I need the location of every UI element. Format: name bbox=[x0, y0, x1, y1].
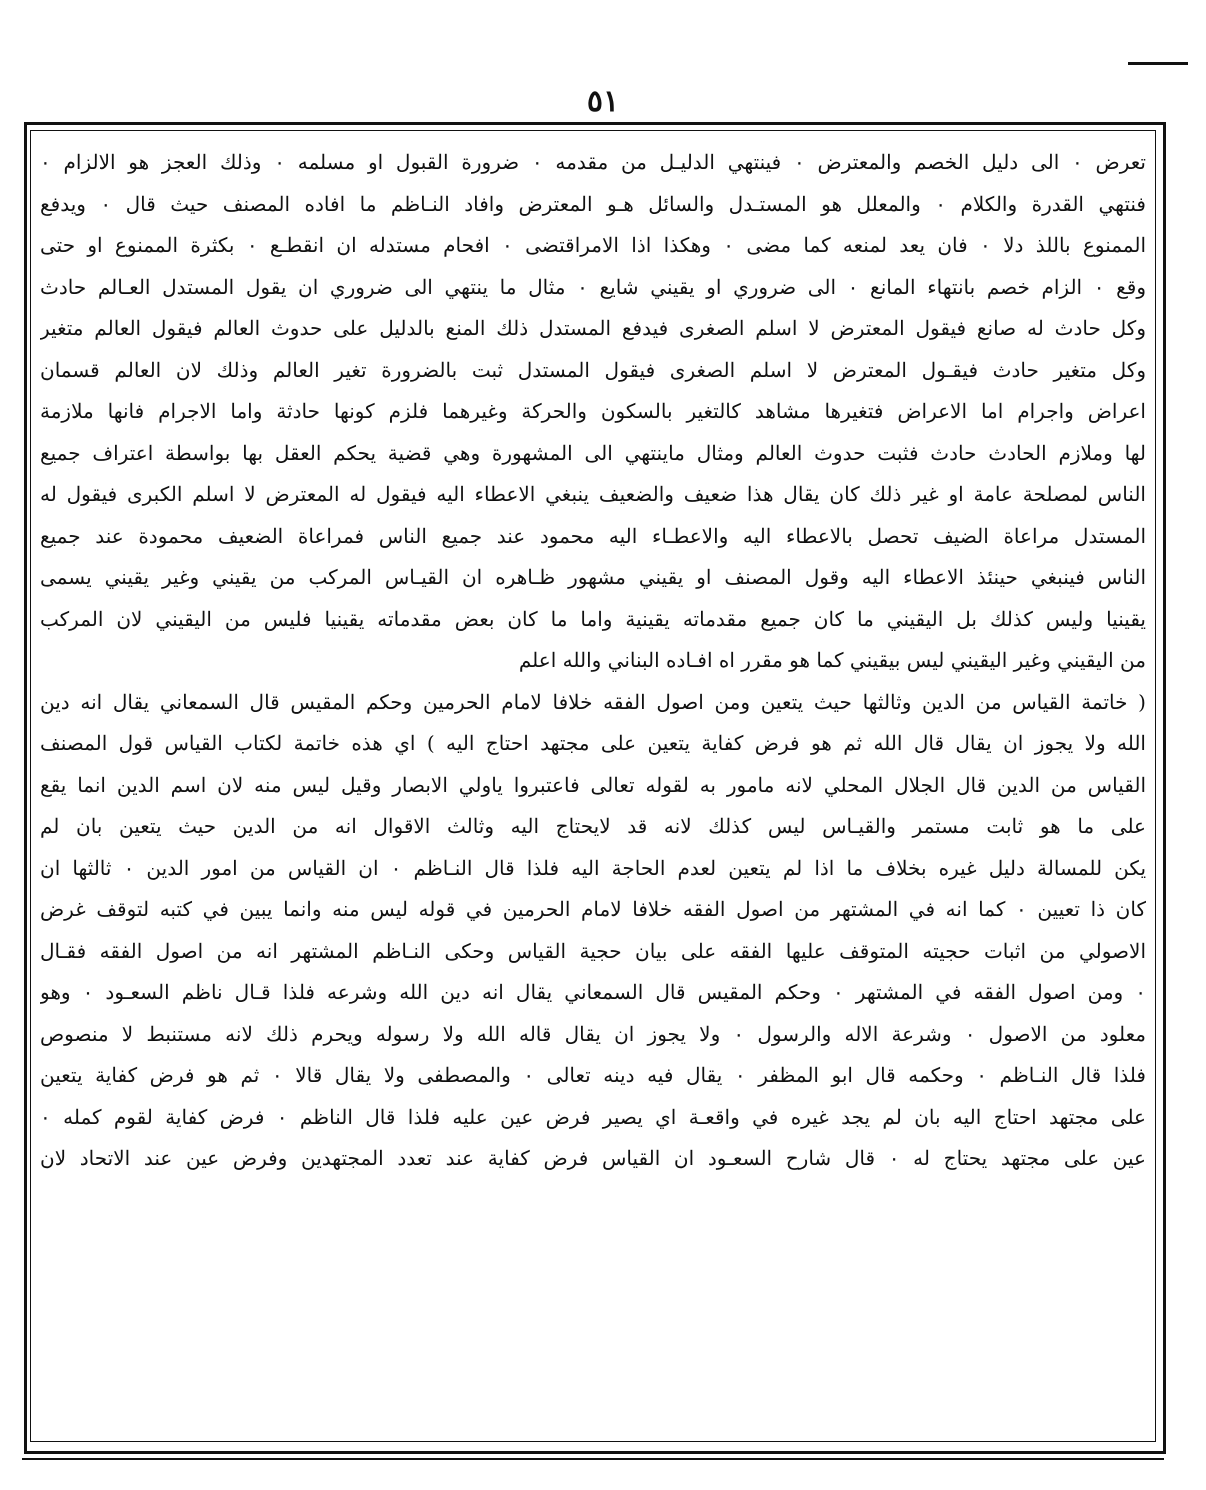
text-line: ٠ ومن اصول الفقه في المشتهر ٠ وحكم المقيس قال السمعاني يقال انه دين الله وشرعه فلذا قـال ناظم السعـود ٠ وهو bbox=[40, 980, 1146, 1004]
text-line: وكل متغير حادث فيقـول المعترض لا اسلم الصغرى فيقول المستدل ثبت بالضرورة تغير العالم وذلك لان العالم قسمان bbox=[40, 357, 1146, 382]
text-line: الله ولا يجوز ان يقال قال الله ثم هو فرض كفاية يتعين على مجتهد احتاج اليه ) اي هذه خاتمة لكتاب القياس قول المصنف bbox=[40, 731, 1146, 755]
text-line: وقع ٠ الزام خصم بانتهاء المانع ٠ الى ضروري او يقيني شايع ٠ مثال ما ينتهي الى ضروري ان يقول المستدل العـالم حادث bbox=[40, 274, 1146, 299]
text-line: اعراض واجرام اما الاعراض فتغيرها مشاهد كالتغير بالسكون والحركة وغيرهما فلزم كونها حادثة واما الاجرام فانها ملازمة bbox=[40, 399, 1146, 423]
text-line: يقينيا وليس كذلك بل اليقيني ما كان جميع مقدماته يقينية واما ما كان بعض مقدماته يقينيا فليس من اليقيني لان المركب bbox=[40, 606, 1146, 631]
text-line: يكن للمسالة دليل غيره بخلاف ما اذا لم يتعين لعدم الحاجة اليه فلذا قال النـاظم ٠ ان القياس من امور الدين ٠ ثالثها ان bbox=[40, 855, 1146, 880]
text-line: الاصولي من اثبات حجيته المتوقف عليها الفقه على بيان حجية القياس وحكى النـاظم المشتهر انه من اصول الفقه فقـال bbox=[40, 938, 1146, 963]
body-text bbox=[40, 142, 1146, 1180]
text-line: تعرض ٠ الى دليل الخصم والمعترض ٠ فينتهي الدليـل من مقدمه ٠ ضرورة القبول او مسلمه ٠ وذلك العجز هو الالزام ٠ bbox=[40, 150, 1146, 174]
text-line: القياس من الدين قال الجلال المحلي لانه مامور به لقوله تعالى فاعتبروا ياولي الابصار وقيل ليس منه لان اسم الدين انما يقع bbox=[40, 772, 1146, 797]
text-line: المستدل مراعاة الضيف تحصل بالاعطاء اليه والاعطـاء اليه محمود عند جميع الناس فمراعاة الضعيف محمودة عند جميع bbox=[40, 523, 1146, 548]
text-line: وكل حادث له صانع فيقول المعترض لا اسلم الصغرى فيدفع المستدل ذلك المنع بالدليل على حدوث العالم فيقول العالم متغير bbox=[40, 316, 1146, 340]
text-line: الناس فينبغي حينئذ الاعطاء اليه وقول المصنف او يقيني مشهور ظـاهره ان القيـاس المركب من يقيني وغير يقيني يسمى bbox=[40, 565, 1146, 589]
margin-rule bbox=[1128, 62, 1188, 65]
text-line: ( خاتمة القياس من الدين وثالثها حيث يتعين ومن اصول الفقه خلافا لامام الحرمين وحكم المقيس قال السمعاني يقال انه دين bbox=[40, 689, 1146, 714]
paragraph-end-line: من اليقيني وغير اليقيني ليس بيقيني كما هو مقرر اه افـاده البناني والله اعلم bbox=[518, 648, 1146, 672]
text-line: فلذا قال النـاظم ٠ وحكمه قال ابو المظفر ٠ يقال فيه دينه تعالى ٠ والمصطفى ولا يقال قالا ٠ ثم هو فرض كفاية يتعين bbox=[40, 1063, 1146, 1087]
text-line: على مجتهد احتاج اليه بان لم يجد غيره في واقعـة اي يصير فرض عين عليه فلذا قال الناظم ٠ فرض كفاية لقوم كمله ٠ bbox=[40, 1104, 1146, 1129]
text-line: الممنوع باللذ دلا ٠ فان يعد لمنعه كما مضى ٠ وهكذا اذا الامراقتضى ٠ افحام مستدله ان انقطـع ٠ بكثرة الممنوع او حتى bbox=[40, 233, 1146, 257]
page-number: ٥١ bbox=[586, 84, 620, 119]
bottom-rule bbox=[22, 1458, 1164, 1460]
text-line: معلود من الاصول ٠ وشرعة الاله والرسول ٠ ولا يجوز ان يقال قاله الله ولا رسوله ويحرم ذلك لانه مستنبط لا منصوص bbox=[40, 1021, 1146, 1046]
text-line: لها وملازم الحادث حادث فثبت حدوث العالم ومثال ماينتهي الى المشهورة وهي قضية يحكم العقل بها بواسطة اعتراف جميع bbox=[40, 440, 1146, 465]
text-line: على ما هو ثابت مستمر والقيـاس ليس كذلك لانه قد لايحتاج اليه وثالث الاقوال انه من الدين حيث يتعين بان لم bbox=[40, 814, 1146, 838]
text-line: كان ذا تعيين ٠ كما انه في المشتهر من اصول الفقه خلافا لامام الحرمين في قوله ليس منه وانما يبين في كتبه لتوقف غرض bbox=[40, 897, 1146, 921]
text-line: فنتهي القدرة والكلام ٠ والمعلل هو المستـدل والسائل هـو المعترض وافاد النـاظم ما افاده المصنف حيث قال ٠ ويدفع bbox=[40, 191, 1146, 216]
text-line: الناس لمصلحة عامة او غير ذلك كان يقال هذا ضعيف والضعيف ينبغي الاعطاء اليه فيقول له المعترض لا اسلم الكبرى فيقول له bbox=[40, 482, 1146, 506]
text-line: عين على مجتهد يحتاج له ٠ قال شارح السعـود ان القياس فرض كفاية عند تعدد المجتهدين وفرض عين عند الاتحاد لان bbox=[40, 1146, 1146, 1170]
